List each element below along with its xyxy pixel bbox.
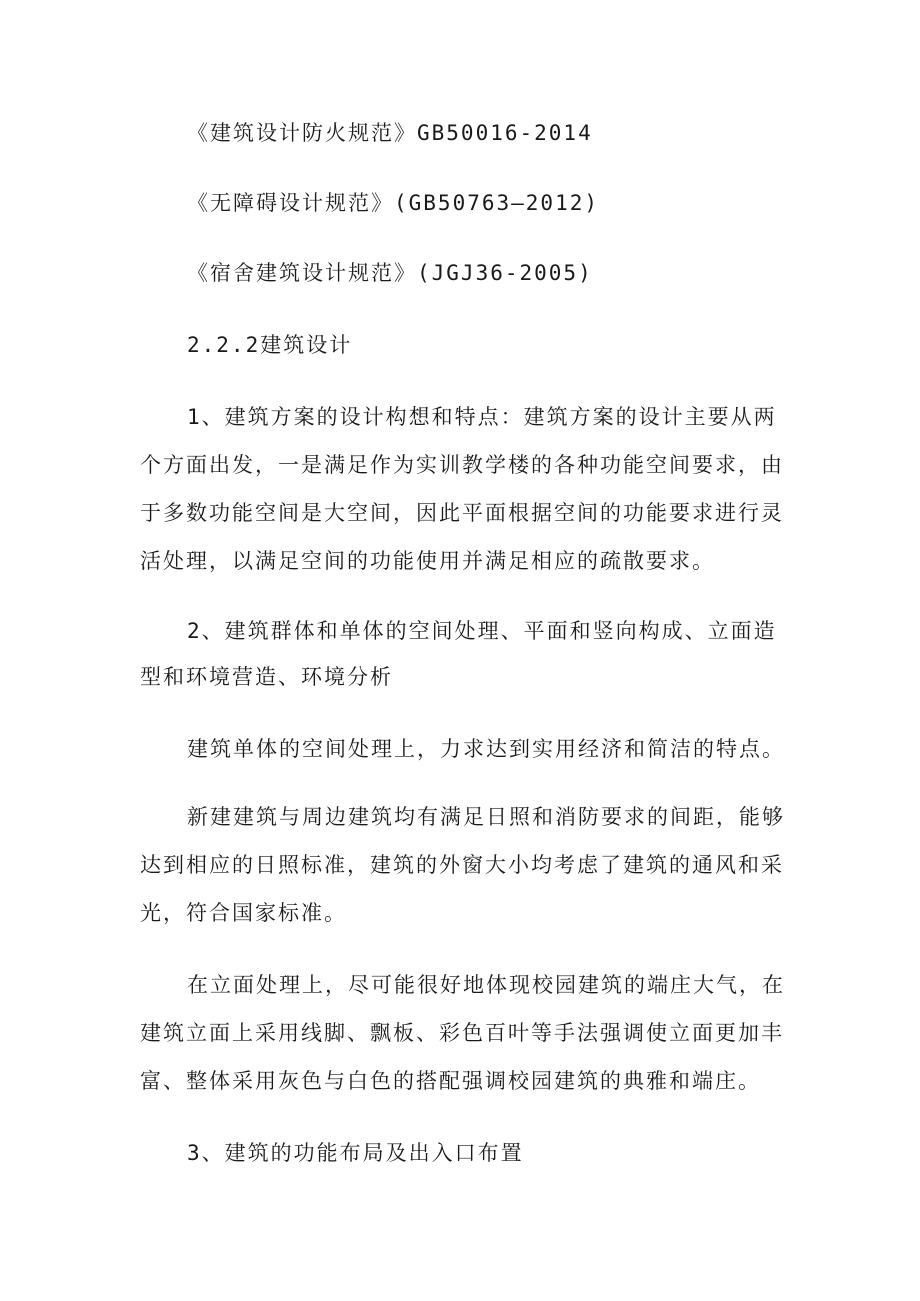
paragraph-2-line-2: 型和环境营造、环境分析 bbox=[140, 665, 393, 689]
section-heading: 2.2.2建筑设计 bbox=[187, 333, 353, 357]
reference-dormitory-code: 《宿舍建筑设计规范》(JGJ36-2005) bbox=[187, 261, 593, 285]
paragraph-1-line-1: 1、建筑方案的设计构想和特点：建筑方案的设计主要从两 bbox=[187, 405, 777, 429]
paragraph-1-line-4: 活处理，以满足空间的功能使用并满足相应的疏散要求。 bbox=[140, 549, 715, 573]
paragraph-5-line-1: 在立面处理上，尽可能很好地体现校园建筑的端庄大气，在 bbox=[187, 973, 785, 997]
paragraph-4-line-2: 达到相应的日照标准，建筑的外窗大小均考虑了建筑的通风和采 bbox=[140, 853, 784, 877]
paragraph-4-line-3: 光，符合国家标准。 bbox=[140, 901, 347, 925]
paragraph-5-line-3: 富、整体采用灰色与白色的搭配强调校园建筑的典雅和端庄。 bbox=[140, 1069, 761, 1093]
paragraph-5-line-2: 建筑立面上采用线脚、飘板、彩色百叶等手法强调使立面更加丰 bbox=[140, 1021, 784, 1045]
paragraph-6: 3、建筑的功能布局及出入口布置 bbox=[187, 1141, 524, 1165]
paragraph-1-line-3: 于多数功能空间是大空间，因此平面根据空间的功能要求进行灵 bbox=[140, 501, 784, 525]
paragraph-4-line-1: 新建建筑与周边建筑均有满足日照和消防要求的间距，能够 bbox=[187, 805, 785, 829]
reference-accessibility-code: 《无障碍设计规范》(GB50763—2012) bbox=[187, 191, 600, 215]
reference-fire-code: 《建筑设计防火规范》GB50016-2014 bbox=[187, 121, 593, 145]
paragraph-1-line-2: 个方面出发，一是满足作为实训教学楼的各种功能空间要求，由 bbox=[140, 453, 784, 477]
paragraph-2-line-1: 2、建筑群体和单体的空间处理、平面和竖向构成、立面造 bbox=[187, 619, 777, 643]
paragraph-3: 建筑单体的空间处理上，力求达到实用经济和简洁的特点。 bbox=[187, 737, 785, 761]
